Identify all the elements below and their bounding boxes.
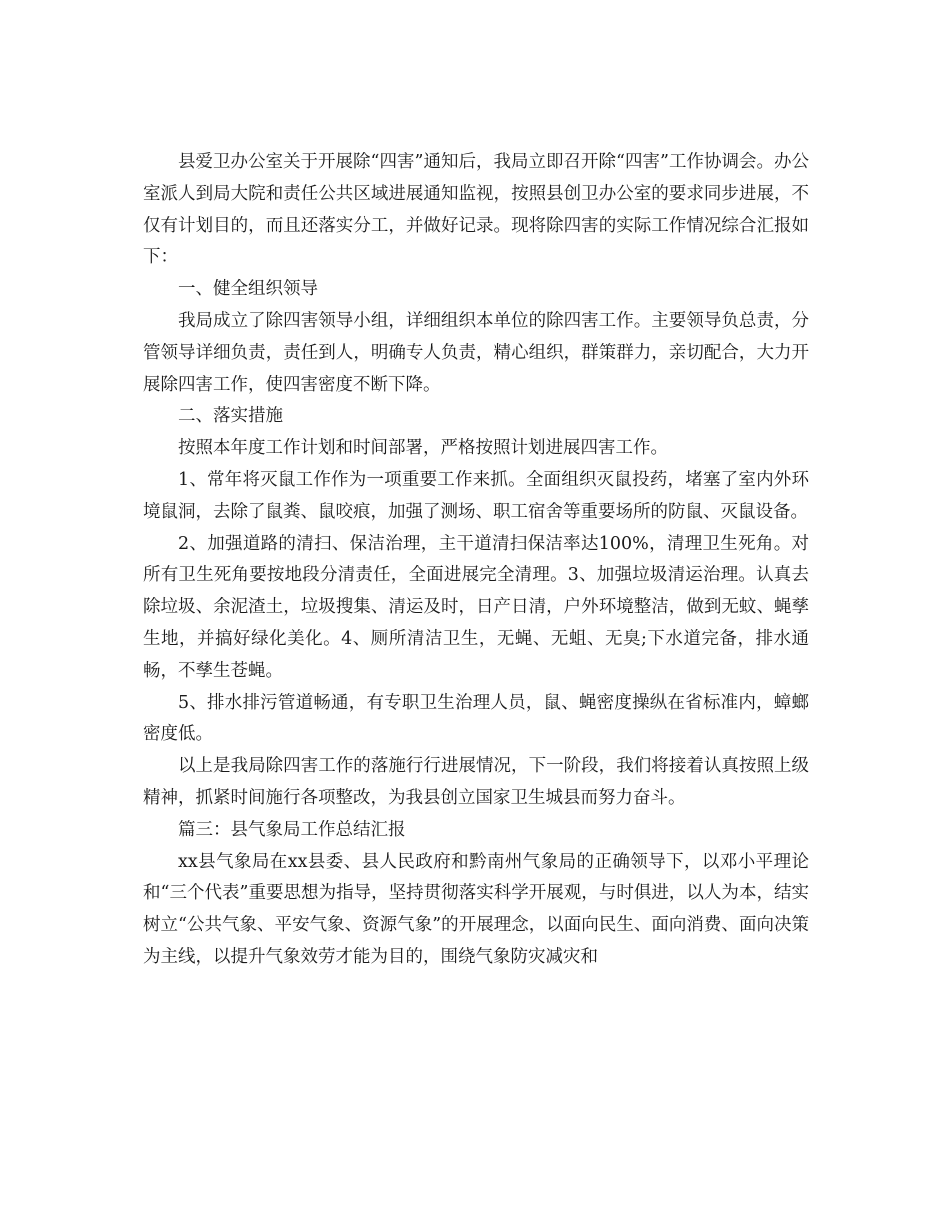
chapter-three-paragraph: xx县气象局在xx县委、县人民政府和黔南州气象局的正确领导下，以邓小平理论和“三个代表”重要思想为指导，坚持贯彻落实科学开展观，与时俱进，以人为本，结实树立“公共气象、平安气象、资源气象”的开展理念，以面向民生、面向消费、面向决策为主线，以提升气象效劳才能为目的，围绕气象防灾减灾和 [143, 851, 809, 967]
measures-intro-paragraph: 按照本年度工作计划和时间部署，严格按照计划进展四害工作。 [178, 438, 668, 459]
section-heading-organization: 一、健全组织领导 [178, 279, 318, 300]
section-heading-measures: 二、落实措施 [178, 406, 283, 427]
measure-item-2: 2、加强道路的清扫、保洁治理，主干道清扫保洁率达100%，清理卫生死角。对所有卫生死角要按地段分清责任，全面进展完全清理。3、加强垃圾清运治理。认真去除垃圾、余泥渣土，垃圾搜集、清运及时，日产日清，户外环境整洁，做到无蚊、蝇孳生地，并搞好绿化美化。4、厕所清洁卫生，无蝇、无蛆、无臭;下水道完备，排水通畅，不孳生苍蝇。 [143, 533, 809, 681]
measure-item-5: 5、排水排污管道畅通，有专职卫生治理人员，鼠、蝇密度操纵在省标准内，蟑螂密度低。 [143, 692, 809, 745]
intro-paragraph: 县爱卫办公室关于开展除“四害”通知后，我局立即召开除“四害”工作协调会。办公室派人到局大院和责任公共区域进展通知监视，按照县创卫办公室的要求同步进展，不仅有计划目的，而且还落实分工，并做好记录。现将除四害的实际工作情况综合汇报如下： [143, 152, 809, 268]
document-body [143, 147, 809, 974]
chapter-three-heading: 篇三：县气象局工作总结汇报 [178, 819, 406, 840]
organization-paragraph: 我局成立了除四害领导小组，详细组织本单位的除四害工作。主要领导负总责，分管领导详细负责，责任到人，明确专人负责，精心组织，群策群力，亲切配合，大力开展除四害工作，使四害密度不断下降。 [143, 310, 809, 395]
measure-item-1: 1、常年将灭鼠工作作为一项重要工作来抓。全面组织灭鼠投药，堵塞了室内外环境鼠洞，去除了鼠粪、鼠咬痕，加强了测场、职工宿舍等重要场所的防鼠、灭鼠设备。 [143, 469, 809, 522]
conclusion-paragraph: 以上是我局除四害工作的落施行行进展情况，下一阶段，我们将接着认真按照上级精神，抓紧时间施行各项整改，为我县创立国家卫生城县而努力奋斗。 [143, 756, 809, 808]
